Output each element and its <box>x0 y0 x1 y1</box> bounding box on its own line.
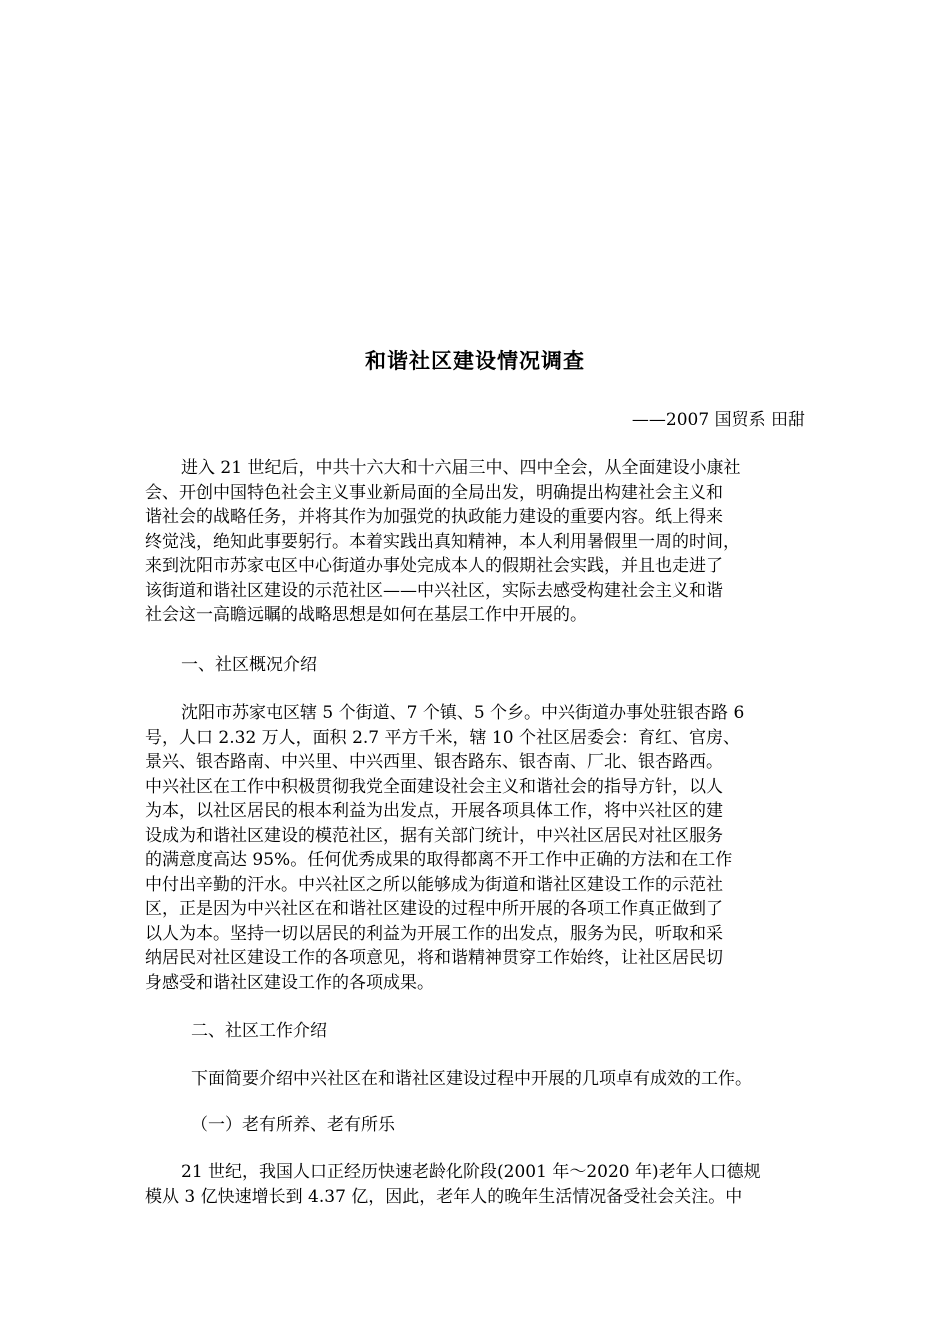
paragraph-line: 为本，以社区居民的根本利益为出发点，开展各项具体工作，将中兴社区的建 <box>145 801 723 821</box>
overview-paragraph <box>145 701 807 995</box>
paragraph-line: 沈阳市苏家屯区辖 5 个街道、7 个镇、5 个乡。中兴街道办事处驻银杏路 6 <box>181 703 745 723</box>
paragraph-line: 景兴、银杏路南、中兴里、中兴西里、银杏路东、银杏南、厂北、银杏路西。 <box>145 752 723 772</box>
paragraph-line: 区，正是因为中兴社区在和谐社区建设的过程中所开展的各项工作真正做到了 <box>145 899 723 919</box>
paragraph-line: 中兴社区在工作中积极贯彻我党全面建设社会主义和谐社会的指导方针，以人 <box>145 776 723 797</box>
paragraph-line: 设成为和谐社区建设的模范社区，据有关部门统计，中兴社区居民对社区服务 <box>145 825 723 846</box>
paragraph-line: 的满意度高达 95%。任何优秀成果的取得都离不开工作中正确的方法和在工作 <box>145 850 733 870</box>
paragraph-line: 号，人口 2.32 万人，面积 2.7 平方千米，辖 10 个社区居委会：育红、官房、 <box>145 727 740 748</box>
section-heading-work: 二、社区工作介绍 <box>191 1021 327 1041</box>
paragraph-line: 纳居民对社区建设工作的各项意见，将和谐精神贯穿工作始终，让社区居民切 <box>145 948 723 968</box>
subsection-heading-elderly: （一）老有所养、老有所乐 <box>191 1115 395 1135</box>
paragraph-line: 来到沈阳市苏家屯区中心街道办事处完成本人的假期社会实践，并且也走进了 <box>145 556 723 576</box>
paragraph-line: 中付出辛勤的汗水。中兴社区之所以能够成为街道和谐社区建设工作的示范社 <box>145 874 723 895</box>
intro-paragraph <box>145 456 807 628</box>
paragraph-line: 模从 3 亿快速增长到 4.37 亿，因此，老年人的晚年生活情况备受社会关注。中 <box>145 1186 743 1207</box>
paragraph-line: 进入 21 世纪后，中共十六大和十六届三中、四中全会，从全面建设小康社 <box>181 458 741 478</box>
paragraph-line: 会、开创中国特色社会主义事业新局面的全局出发，明确提出构建社会主义和 <box>145 482 723 503</box>
paragraph-line: 该街道和谐社区建设的示范社区——中兴社区，实际去感受构建社会主义和谐 <box>145 580 723 601</box>
paragraph-line: 21 世纪，我国人口正经历快速老龄化阶段(2001 年～2020 年)老年人口德规 <box>181 1162 761 1182</box>
section-heading-overview: 一、社区概况介绍 <box>181 655 317 675</box>
paragraph-line: 谐社会的战略任务，并将其作为加强党的执政能力建设的重要内容。纸上得来 <box>145 507 723 527</box>
paragraph-line: 以人为本。坚持一切以居民的利益为开展工作的出发点，服务为民，听取和采 <box>145 923 723 944</box>
elderly-paragraph <box>145 1160 807 1209</box>
paragraph-line: 终觉浅，绝知此事要躬行。本着实践出真知精神，本人利用暑假里一周的时间， <box>145 531 740 552</box>
paragraph-line: 身感受和谐社区建设工作的各项成果。 <box>145 972 434 993</box>
paragraph-line: 社会这一高瞻远瞩的战略思想是如何在基层工作中开展的。 <box>145 605 587 625</box>
work-intro-paragraph: 下面简要介绍中兴社区在和谐社区建设过程中开展的几项卓有成效的工作。 <box>191 1069 752 1089</box>
document-title: 和谐社区建设情况调查 <box>365 349 585 373</box>
author-byline: ——2007 国贸系 田甜 <box>631 410 805 430</box>
